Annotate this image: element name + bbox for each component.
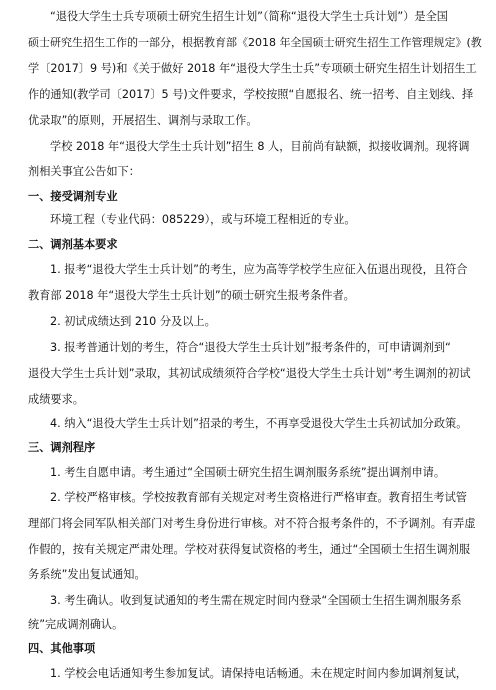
s3-item-2-line-1: 2. 学校严格审核。学校按教育部有关规定对考生资格进行严格审查。教育招生考试管 (50, 491, 467, 504)
s3-item-2-line-4: 务系统”发出复试通知。 (28, 568, 146, 581)
s2-item-3-line-3: 成绩要求。 (28, 393, 84, 406)
intro-line-5: 优录取”的原则，开展招生、调剂与录取工作。 (28, 114, 258, 127)
section-1-heading: 一、接受调剂专业 (28, 190, 118, 203)
s4-item-1: 1. 学校会电话通知考生参加复试。请保持电话畅通。未在规定时间内参加调剂复试， (50, 667, 467, 680)
s3-item-1: 1. 考生自愿申请。考生通过“全国硕士研究生招生调剂服务系统”提出调剂申请。 (50, 466, 446, 479)
intro-line-4: 作的通知(教学司〔2017〕5 号)文件要求，学校按照“自愿报名、统一招考、自主划线、择 (28, 88, 474, 101)
s2-item-2: 2. 初试成绩达到 210 分及以上。 (50, 315, 216, 328)
s2-item-1-line-1: 1. 报考“退役大学生士兵计划”的考生，应为高等学校学生应征入伍退出现役，且符合 (50, 263, 468, 276)
section-3-heading: 三、调剂程序 (28, 441, 96, 454)
s2-item-3-line-2: 退役大学生士兵计划”录取，其初试成绩须符合学校“退役大学生士兵计划”考生调剂的初试 (28, 367, 471, 380)
intro-line-3: 学〔2017〕9 号)和《关于做好 2018 年“退役大学生士兵”专项硕士研究生招生计划招生工 (28, 62, 477, 75)
intro-line-2: 硕士研究生招生工作的一部分，根据教育部《2018 年全国硕士研究生招生工作管理规定》(教 (28, 36, 482, 49)
s3-item-2-line-2: 理部门将会同军队相关部门对考生身份进行审核。对不符合报考条件的，不予调剂。有弄虚 (28, 517, 476, 530)
para2-line-1: 学校 2018 年“退役大学生士兵计划”招生 8 人，目前尚有缺额，拟接收调剂。现将调 (50, 140, 470, 153)
intro-line-1: “退役大学生士兵专项硕士研究生招生计划”（简称“退役大学生士兵计划”）是全国 (50, 10, 448, 23)
s2-item-1-line-2: 教育部 2018 年“退役大学生士兵计划”的硕士研究生报考条件者。 (28, 289, 355, 302)
section-2-heading: 二、调剂基本要求 (28, 238, 118, 251)
section-4-heading: 四、其他事项 (28, 642, 96, 655)
s3-item-3-line-2: 统”完成调剂确认。 (28, 618, 124, 631)
s2-item-4: 4. 纳入“退役大学生士兵计划”招录的考生，不再享受退役大学生士兵初试加分政策。 (50, 417, 468, 430)
s2-item-3-line-1: 3. 报考普通计划的考生，符合“退役大学生士兵计划”报考条件的，可申请调剂到“ (50, 341, 451, 354)
s3-item-3-line-1: 3. 考生确认。收到复试通知的考生需在规定时间内登录“全国硕士生招生调剂服务系 (50, 594, 462, 607)
section-1-body: 环境工程（专业代码：085229），或与环境工程相近的专业。 (50, 213, 356, 226)
s3-item-2-line-3: 作假的，按有关规定严肃处理。学校对获得复试资格的考生，通过“全国硕士生招生调剂服 (28, 543, 471, 556)
para2-line-2: 剂相关事宜公告如下： (28, 165, 140, 178)
